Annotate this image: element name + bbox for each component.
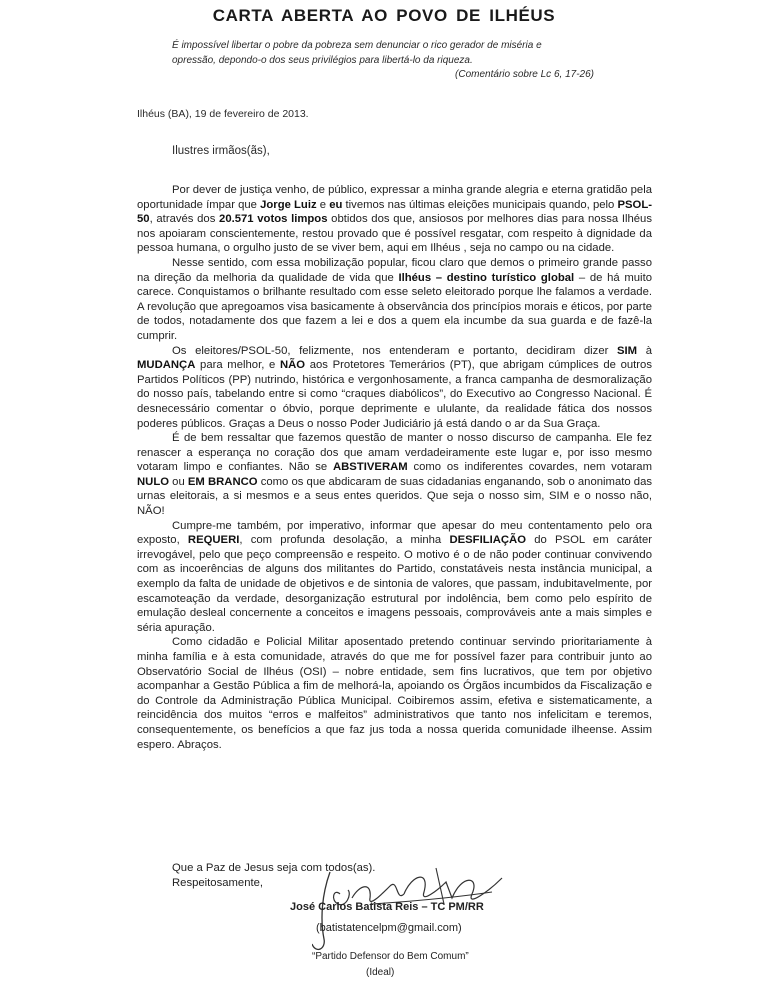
paragraph-1 bbox=[137, 183, 652, 256]
bold-run: eu bbox=[329, 198, 343, 211]
text-run: e bbox=[316, 198, 330, 211]
signatory-email: (batistatencelpm@gmail.com) bbox=[316, 922, 462, 934]
text-run: É de bem ressaltar que fazemos questão de manter o nosso discurso de campanha. Ele fez renascer a esperança no coração dos que amam verdadeiramente este lugar e, por isso mesmo votaram limpo e confiantes. Não se bbox=[137, 432, 652, 474]
text-run: Por dever de justiça venho, de público, expressar a minha grande alegria e eterna gratidão pela oportunidade ímpar que bbox=[137, 184, 652, 211]
paragraph-6 bbox=[137, 635, 652, 752]
paragraph-3 bbox=[137, 344, 652, 432]
bold-run: NÃO bbox=[279, 359, 306, 372]
text-run: à bbox=[637, 344, 653, 357]
bold-run: 20.571 votos limpos bbox=[219, 213, 328, 226]
closing-line-1: Que a Paz de Jesus seja com todos(as). bbox=[172, 862, 376, 874]
bold-run: ABSTIVERAM bbox=[332, 461, 408, 474]
letter-date: Ilhéus (BA), 19 de fevereiro de 2013. bbox=[137, 108, 309, 120]
paragraph-5 bbox=[137, 519, 652, 636]
closing-line-2: Respeitosamente, bbox=[172, 877, 264, 889]
bold-run: PSOL-50 bbox=[137, 198, 652, 226]
text-run: do PSOL em caráter irrevogável, pelo que peço compreensão e respeito. O motivo é o de não poder continuar convivendo com as incoerências de alguns dos militantes do Partido, constatáveis nesta instância municipal, a exemplo da falta de unidade de objetivos e de sintonia de valores, que passam, indubitavelmente, por escamoteação da verdade, desorganização estrutural por indolência, bem como pelo espírito de emulação desleal concernente a conceitos e imagens pessoais, comprováveis ante a mais simples e séria apuração. bbox=[137, 534, 652, 634]
text-run: , através dos bbox=[149, 213, 220, 226]
text-run: Como cidadão e Policial Militar aposentado pretendo continuar servindo prioritariamente à minha família e à esta comunidade, através do que me for possível fazer para contribuir junto ao Observatório Social de Ilhéus (OSI) – nobre entidade, sem fins lucrativos, que tem por objetivo acompanhar a Gestão Pública a fim de melhorá-la, apoiando os Órgãos incumbidos da Fiscalização e do Controle da Administração Pública Municipal. Coibiremos assim, efetiva e sistematicamente, a reincidência dos muitos “erros e malfeitos” administrativos que tanto nos infelicitam e teremos, consequentemente, os benefícios a que faz jus toda a nossa querida comunidade ilheense. Assim espero. Abraços. bbox=[137, 636, 652, 751]
paragraph-4 bbox=[137, 431, 652, 519]
text-run: , com profunda desolação, a minha bbox=[239, 534, 450, 547]
letter-title: CARTA ABERTA AO POVO DE ILHÉUS bbox=[212, 6, 556, 25]
epigraph-line-1: É impossível libertar o pobre da pobreza sem denunciar o rico gerador de miséria e bbox=[172, 40, 542, 51]
bold-run: NULO bbox=[137, 475, 170, 488]
bold-run: DESFILIAÇÃO bbox=[449, 534, 527, 547]
text-run: Nesse sentido, com essa mobilização popular, ficou claro que demos o primeiro grande passo na direção da melhoria da qualidade de vida que bbox=[137, 256, 652, 284]
letter-greeting: Ilustres irmãos(ãs), bbox=[172, 145, 270, 157]
bold-run: EM BRANCO bbox=[187, 475, 258, 488]
text-run: aos Protetores Temerários (PT), que abrigam cúmplices de outros Partidos Políticos (PP) nutrindo, histórica e vergonhosamente, a franca campanha de desmoralização do nosso país, tabelando entre si como “craques diabólicos”, do Executivo ao Congresso Nacional. É desnecessário comentar o óbvio, porque deprimente e ululante, da realidade fática dos nossos poderes públicos. Graças a Deus o nosso Poder Judiciário já está dando o ar da Sua Graça. bbox=[137, 359, 652, 430]
text-run: Cumpre-me também, por imperativo, informar que apesar do meu contentamento pelo ora exposto, bbox=[137, 519, 652, 547]
epigraph bbox=[172, 39, 592, 83]
text-run: como os que abdicaram de suas cidadanias enganando, sob o anonimato das urnas eleitorais, a si mesmos e a seus entes queridos. Que seja o nosso sim, SIM e o nosso não, NÃO! bbox=[137, 475, 653, 518]
signatory-name: José Carlos Batista Reis – TC PM/RR bbox=[290, 901, 484, 913]
bold-run: Ilhéus – destino turístico global bbox=[398, 271, 575, 284]
bold-run: SIM bbox=[617, 344, 638, 357]
party-tag: (Ideal) bbox=[366, 967, 395, 978]
text-run: obtidos dos que, ansiosos por melhores dias para nossa Ilhéus nos apoiaram conscientemente, restou provado que é possível resgatar, com respeito à dignidade da pessoa humana, o orgulho justo de se viver bem, aqui em Ilhéus , seja no campo ou na cidade. bbox=[137, 213, 652, 255]
text-run: para melhor, e bbox=[195, 359, 280, 372]
paragraph-2 bbox=[137, 256, 652, 344]
epigraph-line-2: opressão, depondo-o dos seus privilégios para libertá-lo da riqueza. bbox=[172, 54, 473, 66]
text-run: como os indiferentes covardes, nem votaram bbox=[407, 461, 652, 474]
bold-run: Jorge Luiz bbox=[260, 198, 317, 211]
bold-run: REQUERI bbox=[187, 534, 240, 547]
text-run: ou bbox=[169, 475, 188, 488]
text-run: Os eleitores/PSOL-50, felizmente, nos entenderam e portanto, decidiram dizer bbox=[172, 344, 617, 357]
text-run: – de há muito carece. Conquistamos o brilhante resultado com esse seleto eleitorado porque lhe falamos a verdade. A revolução que apregoamos visa basicamente à observância dos princípios morais e éticos, por parte de todos, notadamente dos que fazem a lei e dos a quem ela incumbe da sua guarda e de fazê-la cumprir. bbox=[137, 271, 652, 342]
text-run: tivemos nas últimas eleições municipais quando, pelo bbox=[342, 198, 618, 211]
letter-body bbox=[137, 183, 652, 752]
party-motto: “Partido Defensor do Bem Comum” bbox=[312, 951, 469, 962]
epigraph-citation: (Comentário sobre Lc 6, 17-26) bbox=[455, 69, 594, 80]
bold-run: MUDANÇA bbox=[137, 359, 196, 372]
